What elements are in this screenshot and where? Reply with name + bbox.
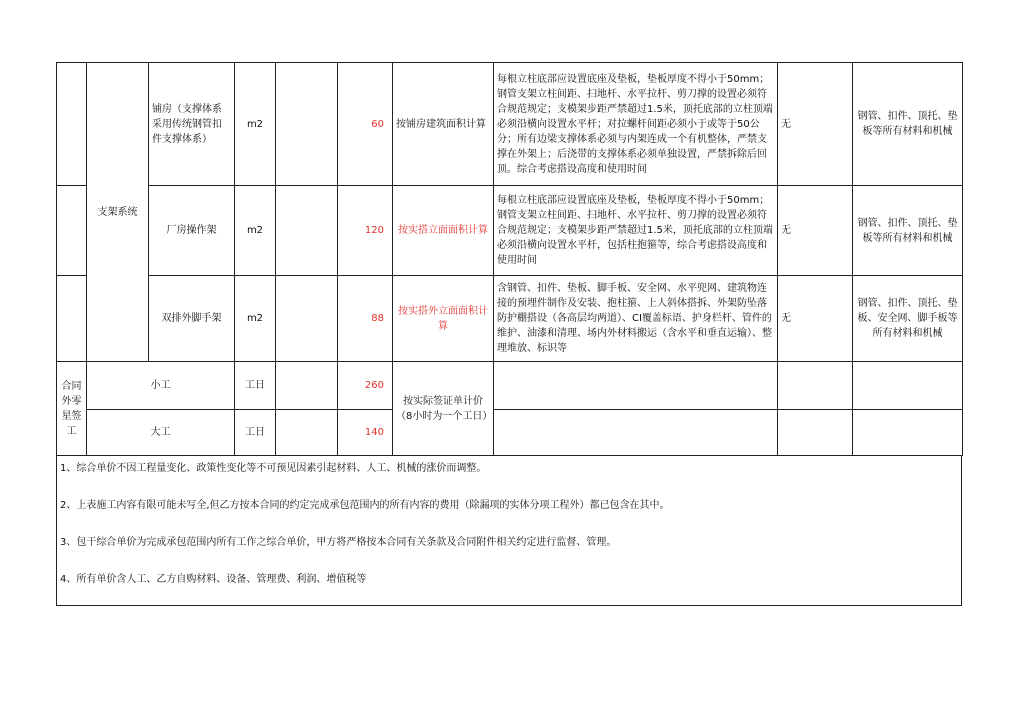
labor-category: 合同外零星签工 [57,362,87,456]
item-extra: 无 [778,63,853,186]
item-materials: 钢管、扣件、顶托、垫板、安全网、脚手板等所有材料和机械 [853,276,963,362]
table-row [57,63,963,186]
labor-price: 140 [338,410,393,456]
empty-cell [57,276,87,362]
item-extra: 无 [778,186,853,276]
empty-cell [494,410,778,456]
note-4: 4、所有单价含人工、乙方自购材料、设备、管理费、利润、增值税等 [60,574,367,585]
labor-name: 大工 [87,410,235,456]
labor-price: 260 [338,362,393,410]
labor-method: 按实际签证单计价（8小时为一个工日） [393,362,494,456]
item-content: 每根立柱底部应设置底座及垫板，垫板厚度不得小于50mm；钢管支架立柱间距、扫地杆、水平拉杆、剪刀撑的设置必须符合规范规定；支模架步距严禁超过1.5米，顶托底部的立柱顶端必须沿横向设置水平杆，包括柱抱箍等，综合考虑搭设高度和使用时间 [494,186,778,276]
labor-unit: 工日 [235,362,276,410]
empty-cell [778,410,853,456]
item-method: 按实搭外立面面积计算 [393,276,494,362]
note-2: 2、上表施工内容有限可能未写全,但乙方按本合同的约定完成承包范围内的所有内容的费用（除漏项的实体分项工程外）都已包含在其中。 [60,500,670,511]
empty-cell [778,362,853,410]
table-row [57,410,963,456]
group-label: 支架系统 [87,63,149,362]
empty-cell [494,362,778,410]
empty-cell [853,410,963,456]
item-method: 按铺房建筑面积计算 [393,63,494,186]
item-extra: 无 [778,276,853,362]
item-name: 铺房（支撑体系采用传统钢管扣件支撑体系） [149,63,235,186]
note-3: 3、包干综合单价为完成承包范围内所有工作之综合单价，甲方将严格按本合同有关条款及合同附件相关约定进行监督、管理。 [60,537,617,548]
item-unit: m2 [235,186,276,276]
price-sheet [56,62,962,606]
notes-section [56,456,962,606]
empty-cell [853,362,963,410]
item-method: 按实搭立面面积计算 [393,186,494,276]
item-materials: 钢管、扣件、顶托、垫板等所有材料和机械 [853,186,963,276]
labor-name: 小工 [87,362,235,410]
note-1: 1、综合单价不因工程量变化、政策性变化等不可预见因素引起材料、人工、机械的涨价而调整。 [60,463,487,474]
table-row [57,186,963,276]
item-price: 120 [338,186,393,276]
empty-cell [276,186,338,276]
empty-cell [57,186,87,276]
item-price: 88 [338,276,393,362]
item-price: 60 [338,63,393,186]
item-unit: m2 [235,63,276,186]
labor-unit: 工日 [235,410,276,456]
table-row [57,362,963,410]
item-materials: 钢管、扣件、顶托、垫板等所有材料和机械 [853,63,963,186]
empty-cell [276,362,338,410]
item-unit: m2 [235,276,276,362]
item-content: 含钢管、扣件、垫板、脚手板、安全网、水平兜网、建筑物连接的预埋件制作及安装、抱柱箍、上人斜体搭拆、外架防坠落防护棚搭设（各高层均两道）、CI覆盖标语、护身栏杆、管件的维护、油漆和清理、场内外材料搬运（含水平和垂直运输）、整理堆放、标识等 [494,276,778,362]
empty-cell [276,276,338,362]
item-name: 双排外脚手架 [149,276,235,362]
item-content: 每根立柱底部应设置底座及垫板，垫板厚度不得小于50mm；钢管支架立柱间距、扫地杆、水平拉杆、剪刀撑的设置必须符合规范规定；支模架步距严禁超过1.5米，顶托底部的立柱顶端必须沿横向设置水平杆；对拉螺杆间距必须小于或等于50公分；所有边梁支撑体系必须与内架连成一个有机整体，严禁支撑在外架上；后浇带的支撑体系必须单独设置，严禁拆除后回顶。综合考虑搭设高度和使用时间 [494,63,778,186]
empty-cell [276,410,338,456]
table-row [57,276,963,362]
empty-cell [276,63,338,186]
item-name: 厂房操作架 [149,186,235,276]
unit-price-table [56,62,963,456]
empty-cell [57,63,87,186]
